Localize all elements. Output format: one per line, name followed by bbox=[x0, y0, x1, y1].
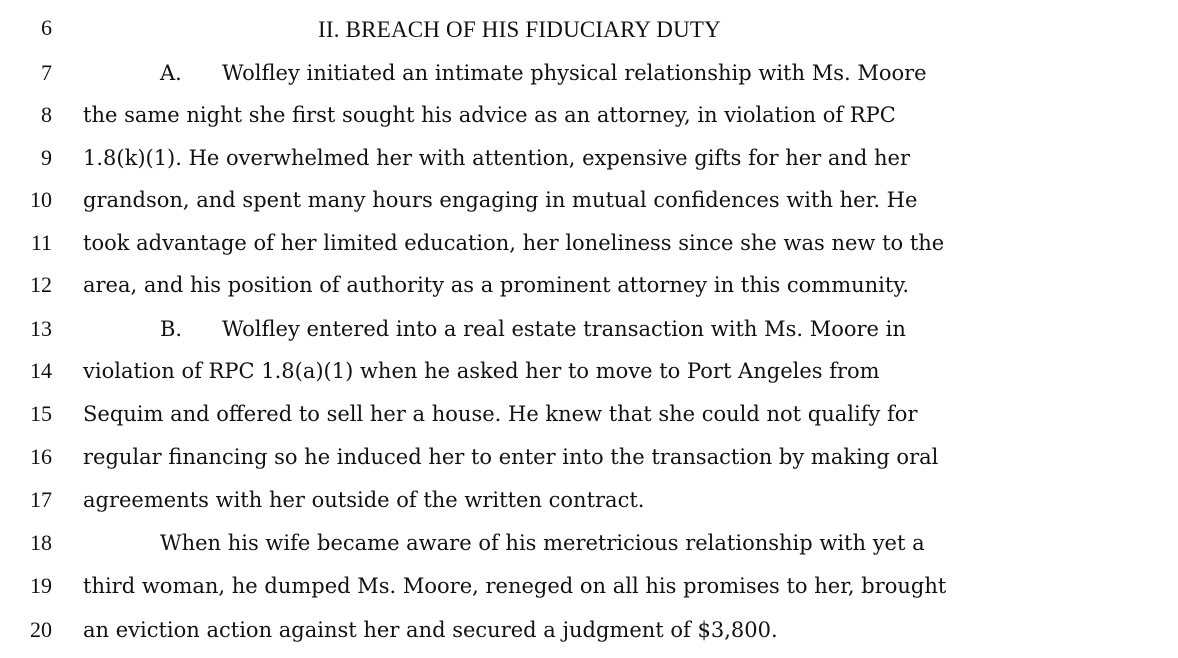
line-number: 16 bbox=[30, 444, 52, 469]
line-number: 20 bbox=[30, 617, 52, 642]
text-line: Wolfley entered into a real estate transaction with Ms. Moore in bbox=[222, 317, 906, 341]
text-line: Sequim and offered to sell her a house. He knew that she could not qualify for bbox=[83, 402, 918, 426]
text-line: violation of RPC 1.8(a)(1) when he asked her to move to Port Angeles from bbox=[83, 359, 880, 383]
text-line: When his wife became aware of his meretricious relationship with yet a bbox=[160, 531, 925, 555]
text-line: 1.8(k)(1). He overwhelmed her with attention, expensive gifts for her and her bbox=[83, 146, 911, 170]
paragraph-marker: A. bbox=[160, 61, 182, 85]
text-line: Wolfley initiated an intimate physical relationship with Ms. Moore bbox=[222, 61, 927, 85]
line-number: 12 bbox=[30, 272, 52, 297]
line-number: 13 bbox=[30, 316, 52, 341]
text-line: regular financing so he induced her to enter into the transaction by making oral bbox=[83, 445, 939, 469]
line-number: 19 bbox=[30, 573, 52, 598]
line-number: 10 bbox=[30, 187, 52, 212]
paragraph-a-first-line bbox=[160, 59, 927, 87]
line-number: 9 bbox=[41, 145, 52, 170]
line-number: 8 bbox=[41, 102, 52, 127]
section-heading: II. BREACH OF HIS FIDUCIARY DUTY bbox=[318, 17, 721, 42]
text-line: area, and his position of authority as a prominent attorney in this community. bbox=[83, 273, 910, 297]
paragraph-b-first-line bbox=[160, 315, 906, 343]
text-line: grandson, and spent many hours engaging in mutual confidences with her. He bbox=[83, 188, 918, 212]
text-line: an eviction action against her and secured a judgment of $3,800. bbox=[83, 618, 778, 642]
line-number: 17 bbox=[30, 487, 52, 512]
line-number: 18 bbox=[30, 530, 52, 555]
line-number: 14 bbox=[30, 358, 52, 383]
line-number: 11 bbox=[30, 230, 52, 255]
line-number: 6 bbox=[41, 15, 52, 40]
text-line: the same night she first sought his advice as an attorney, in violation of RPC bbox=[83, 103, 896, 127]
line-number: 15 bbox=[30, 401, 52, 426]
line-number: 7 bbox=[41, 60, 52, 85]
text-line: agreements with her outside of the written contract. bbox=[83, 488, 645, 512]
paragraph-marker: B. bbox=[160, 317, 183, 341]
text-line: third woman, he dumped Ms. Moore, reneged on all his promises to her, brought bbox=[83, 574, 947, 598]
text-line: took advantage of her limited education, her loneliness since she was new to the bbox=[83, 231, 945, 255]
